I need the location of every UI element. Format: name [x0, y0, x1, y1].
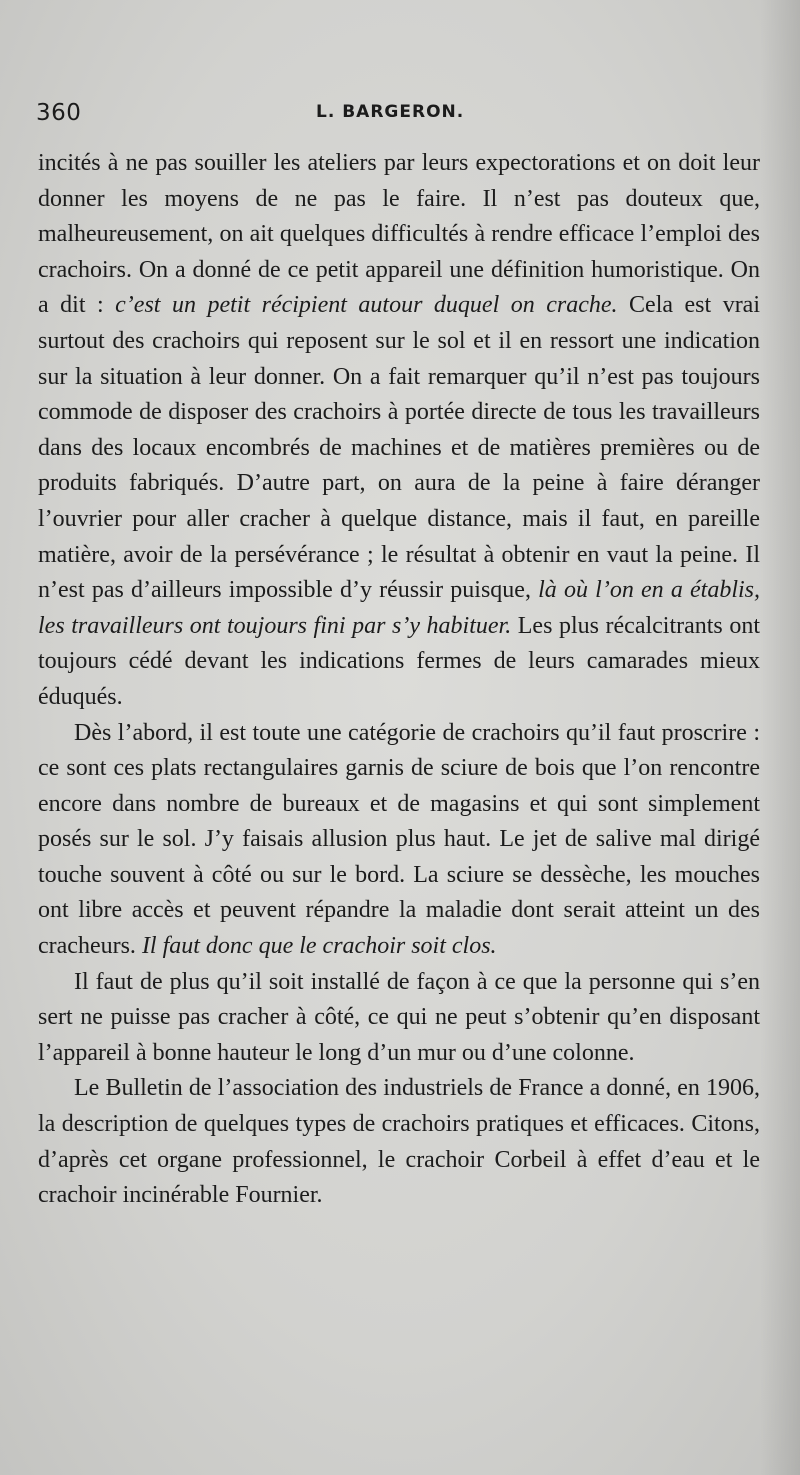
text-segment: Les plus récalcitrants ont toujours cédé devant les indications fermes de leurs camarades mieux éduqués.	[38, 612, 760, 710]
text-segment: Il faut de plus qu’il soit installé de façon à ce que la personne qui s’en sert ne puisse pas cracher à côté, ce qui ne peut s’obtenir qu’en disposant l’appareil à bonne hauteur le long d’un mur ou d’une colonne.	[38, 968, 760, 1066]
paragraph-3	[38, 965, 760, 1072]
paragraph-2	[38, 716, 760, 965]
paragraph-4	[38, 1071, 760, 1213]
italic-phrase: c’est un petit récipient autour duquel on crache.	[115, 292, 618, 319]
text-segment: Cela est vrai surtout des crachoirs qui reposent sur le sol et il en ressort une indication sur la situation à leur donner. On a fait remarquer qu’il n’est pas toujours commode de disposer des crachoirs à portée directe de tous les travailleurs dans des locaux encombrés de machines et de matières premières ou de produits fabriqués. D’autre part, on aura de la peine à faire déranger l’ouvrier pour aller cracher à quelque distance, mais il faut, en pareille matière, avoir de la persévérance ; le résultat à obtenir en vaut la peine. Il n’est pas d’ailleurs impossible d’y réussir puisque,	[38, 292, 760, 604]
italic-phrase: Il faut donc que le crachoir soit clos.	[141, 933, 497, 960]
italic-phrase: là où l’on en a établis, les travailleurs ont toujours fini par s’y habituer.	[38, 577, 760, 639]
text-segment: Le Bulletin de l’association des industriels de France a donné, en 1906, la description de quelques types de crachoirs pratiques et efficaces. Citons, d’après cet organe professionnel, le crachoir Corbeil à effet d’eau et le crachoir incinérable Fournier.	[38, 1075, 760, 1209]
text-segment: Dès l’abord, il est toute une catégorie de crachoirs qu’il faut proscrire : ce sont ces plats rectangulaires garnis de sciure de bois que l’on rencontre encore dans nombre de bureaux et de magasins et qui sont simplement posés sur le sol. J’y faisais allusion plus haut. Le jet de salive mal dirigé touche souvent à côté ou sur le bord. La sciure se dessèche, les mouches ont libre accès et peuvent répandre la maladie dont serait atteint un des cracheurs.	[38, 719, 760, 960]
paragraph-1	[38, 146, 760, 716]
page-edge-shadow	[760, 0, 800, 1475]
page-number: 360	[36, 100, 82, 126]
text-segment: incités à ne pas souiller les ateliers par leurs expectorations et on doit leur donner les moyens de ne pas le faire. Il n’est pas douteux que, malheureusement, on ait quelques difficultés à rendre efficace l’emploi des crachoirs. On a donné de ce petit appareil une définition humoristique. On a dit :	[38, 150, 760, 319]
page-header	[36, 100, 760, 130]
body-text	[38, 146, 760, 1214]
running-head: L. BARGERON.	[316, 102, 465, 122]
